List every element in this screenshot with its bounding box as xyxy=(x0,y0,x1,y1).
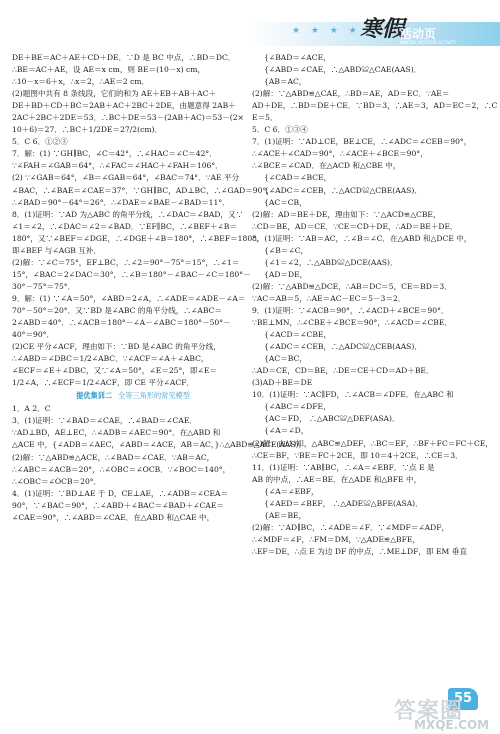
watermark-url: MXQE.COM xyxy=(414,718,490,732)
text-line: 15°，∠BAC＝2∠DAC＝30°，∴∠B＝180°－∠BAC－∠C＝180°－ xyxy=(12,269,251,279)
text-line: ∴∠ACE＋∠CAD＝90°，∴∠ACE＋∠BCE＝90°， xyxy=(252,149,428,159)
text-line: {∠ADC＝∠CEB，∴△ACD≌△CBE(AAS)． xyxy=(264,185,422,195)
text-line: ∠1＝∠2，∴∠DAC＝∠2＝∠BAD．∵EF∥BC，∴∠BEF＋∠B＝ xyxy=(12,221,237,231)
text-line: (2) ∵∠GAB＝64°，∠B＝∠GAB＝64°，∠BAC＝74°．∵AE 平分 xyxy=(12,173,240,183)
text-line: ∵AC＝AB＝5，∴AE＝AC－EC＝5－3＝2． xyxy=(252,293,406,303)
text-line: {∠CAD＝∠BCE， xyxy=(264,173,332,183)
text-line: ∴∠BAD＝90°－64°＝26°．∴∠DAE＝∠BAE－∠BAD＝11°． xyxy=(12,197,230,207)
text-line: ∵BE⊥MN，∴∠CBE＋∠BCE＝90°，∴∠ACD＝∠CBE． xyxy=(252,318,452,328)
text-line: (2)解：∵△ABD≌△DCE，∴AB＝DC＝5，CE＝BD＝3． xyxy=(252,281,452,291)
text-line: ∴AD＝CE，CD＝BE，∴DE＝CE＋CD＝AD＋BE． xyxy=(252,366,434,376)
text-line: (2)解：AD＝BE＋DE，理由如下：∵△ACD≌△CBE， xyxy=(252,209,441,219)
watermark xyxy=(384,694,500,734)
text-line: {∠ABC＝∠DFE， xyxy=(264,402,331,412)
text-line: 11．(1)证明：∵AB∥BC，∴∠A＝∠EBF．∵点 E 是 xyxy=(252,462,435,472)
text-line: {∠B＝∠C， xyxy=(264,245,309,255)
text-line: {∠ACD＝∠CBE， xyxy=(264,330,332,340)
header-english: WINTER VACATION ACTIVITY xyxy=(400,40,457,45)
header-stars: ★ ★ ★ ★ xyxy=(292,26,361,36)
text-line: 7．(1)证明：∵AD⊥CE，BE⊥CE，∴∠ADC＝∠CEB＝90°， xyxy=(252,137,472,147)
text-line: DE＋BE＝AC＋AE＋CD＋DE．∵D 是 BC 中点，∴BD＝DC． xyxy=(12,53,236,62)
text-line: DE＋BD＋CD＋BC＝2AB＋AC＋2BC＋2DE，由题意得 2AB＋ xyxy=(12,101,236,111)
text-line: (2)CE 平分∠ACF，理由如下：∵BD 是∠ABC 的角平分线， xyxy=(12,342,221,352)
text-line: 8．(1)证明：∵AB＝AC，∴∠B＝∠C．在△ABD 和△DCE 中， xyxy=(252,233,472,243)
text-line: (2)题图中共有 8 条线段，它们的和为 AE＋EB＋AB＋AC＋ xyxy=(12,89,217,99)
text-line: 3．(1)证明：∵∠BAD＝∠CAE，∴∠BAD＝∠CAE． xyxy=(12,416,197,426)
text-line: {∠A＝∠D， xyxy=(264,426,309,436)
text-line: ∵AD⊥BD，AE⊥EC，∴∠ADB＝∠AEC＝90°．在△ABD 和 xyxy=(12,428,221,438)
text-line: 10．(1)证明：∵AC∥FD，∴∠ACB＝∠DFE．在△ABC 和 xyxy=(252,390,454,400)
section-heading xyxy=(12,389,248,403)
text-line: {AC＝FD， ∴△ABC≌△DEF(ASA)． xyxy=(264,414,400,424)
text-line: ∴∠ABD＝∠DBC＝1/2∠ABC．∵∠ACF＝∠A＋∠ABC， xyxy=(12,354,209,364)
text-line: ∴BE＝AC＋AE，设 AE＝x cm，则 BE＝(10－x) cm， xyxy=(12,65,206,75)
text-line: {∠ADC＝∠CEB，∴△ADC≌△CEB(AAS)． xyxy=(264,342,422,352)
text-line: 9．(1)证明：∵∠ACB＝90°，∴∠ACD＋∠BCE＝90°． xyxy=(252,305,449,315)
text-line: ∴∠MDF＝∠F，∴FM＝DM，∵△ADE≌△BFE， xyxy=(252,534,421,544)
right-column xyxy=(252,52,498,558)
page-number: 55 xyxy=(448,688,478,710)
text-line: {∠ABD＝∠CAE，∴△ABD≌△CAE(AAS)． xyxy=(264,65,422,75)
text-line: ∠BAC，∴∠BAE＝∠CAE＝37°．∵GH∥BC，AD⊥BC，∴∠GAD＝90°， xyxy=(12,185,274,195)
text-line: ∴10－x＝6＋x，∴x＝2，∴AE＝2 cm． xyxy=(12,77,150,87)
text-line: ∴∠OBC＝∠OCB＝20°． xyxy=(12,476,102,486)
text-line: E＝5． xyxy=(252,113,278,123)
header-subtitle: 活动页 xyxy=(400,27,437,41)
text-line: {AE＝BE， xyxy=(264,510,307,520)
text-line: {AC＝BC， xyxy=(264,354,307,364)
text-line: ∴CD＝BE，AD＝CE．∵CE＝CD＋DE，∴AD＝BE＋DE． xyxy=(252,221,458,231)
text-line: △ACE 中，{∠ADB＝∠AEC，∠ABD＝∠ACE，AB＝AC，}∴△ABD≌△ACE(AAS)． xyxy=(12,440,307,450)
text-line: (3)AD＋BE＝DE xyxy=(252,378,313,388)
text-line: ∴CE＝BF，∵BE＝FC＋2CE，即 10＝4＋2CE，∴CE＝3． xyxy=(252,450,463,460)
text-line: 9．解：(1) ∵∠A＝50°，∠ABD＝2∠A，∴∠ADE＝∠ADE－∠A＝ xyxy=(12,293,246,303)
text-line: 7．解：(1) ∵GH∥BC，∠C＝42°，∴∠HAC＝∠C＝42°． xyxy=(12,149,217,159)
text-line: (2)解：∵△ABD≌△ACE，∴∠BAD＝∠CAE．∵AB＝AC， xyxy=(12,452,215,462)
text-line: ∴∠BCE＝∠CAD．在△ACD 和△CBE 中， xyxy=(252,161,401,171)
header-logo: 寒假 xyxy=(360,16,405,42)
text-line: (2)解：由(1)知，△ABC≌△DEF，∴BC＝EF，∴BF＋FC＝FC＋CE， xyxy=(252,438,493,448)
text-line: ∴EF＝DE，∴点 E 为边 DF 的中点，∴ME⊥DF，即 EM 垂直 xyxy=(252,546,467,556)
text-line: {∠AED＝∠BEF， ∴△ADE≌△BFE(ASA)． xyxy=(264,498,423,508)
text-line: (2)解：∵△ABD≌△CAE，∴BD＝AE，AD＝EC．∵AE＝ xyxy=(252,89,450,99)
text-line: 1/2∠A，∴∠ECF＝1/2∠ACF，即 CE 平分∠ACF． xyxy=(12,378,195,388)
text-line: ∠CAE＝90°，∴∠ABD＝∠CAE．在△ABD 和△CAE 中， xyxy=(12,512,215,522)
text-line: 40°＝90°． xyxy=(12,330,55,340)
text-line: ∠ECF＝∠E＋∠DBC，又∵∠A＝50°，∠E＝25°，即∠E＝ xyxy=(12,366,217,376)
text-line: AD＋DE，∴BD＝DE＋CE．∵BD＝3，∴AE＝3，AD＝EC＝2，∴C xyxy=(252,101,498,111)
text-line: {AC＝CB， xyxy=(264,197,307,207)
text-line: 90°，∵∠BAC＝90°，∴∠ABD＋∠BAC＝∠BAD＋∠CAE＝ xyxy=(12,500,224,510)
text-line: {∠BAD＝∠ACE， xyxy=(264,53,331,62)
text-line: 4．(1)证明：∵BD⊥AE 于 D，CE⊥AE，∴∠ADB＝∠CEA＝ xyxy=(12,488,229,498)
text-line: 2∠ABD＝40°．∴∠ACB＝180°－∠A－∠ABC＝180°－50°－ xyxy=(12,318,231,328)
text-line: {∠1＝∠2，∴△ABD≌△DCE(AAS)． xyxy=(264,257,398,267)
text-line: 8．(1)证明：∵AD 为△ABC 的角平分线，∴∠DAC＝∠BAD，又∵ xyxy=(12,209,244,219)
section-title: 提优集训二 xyxy=(76,391,113,401)
text-line: 1．A 2．C xyxy=(12,404,51,414)
text-line: 2AC＋2BC＋2DE＝53．∴BC＋DE＝53－(2AB＋AC)＝53－(2× xyxy=(12,113,244,123)
text-line: {∠A＝∠EBF， xyxy=(264,486,319,496)
page-header xyxy=(0,0,500,50)
watermark-text: 答案圈 xyxy=(394,699,464,724)
text-line: 30°－75°＝75°． xyxy=(12,281,76,291)
text-line: 5．C 6．①③④ xyxy=(252,125,308,135)
text-line: 70°－50°＝20°．又∵BD 是∠ABC 的角平分线，∴∠ABC＝ xyxy=(12,305,222,315)
section-subtitle: 全等三角形的常见模型 xyxy=(118,391,190,401)
text-line: {AB＝AC， xyxy=(264,77,307,87)
text-line: ∵∠FAH＝∠GAB＝64°，∴∠FAC＝∠HAC＋∠FAH＝106°． xyxy=(12,161,223,171)
text-line: (2)解：∵AD∥BC，∴∠ADE＝∠F．∵∠MDF＝∠ADF， xyxy=(252,522,450,532)
text-line: ∴∠ABC＝∠ACB＝20°，∴∠OBC＝∠OCB．∵∠BOC＝140°， xyxy=(12,464,231,474)
text-line: (2)解：∵∠C＝75°，EF⊥BC，∴∠2＝90°－75°＝15°，∴∠1＝ xyxy=(12,257,240,267)
text-line: 10＋6)＝27．∴BC＋1/2DE＝27/2(cm)． xyxy=(12,125,163,135)
text-line: 5．C 6．①②③ xyxy=(12,137,68,147)
text-line: 180°，又∵∠BEF＝∠DGE，∴∠DGE＋∠B＝180°，∴∠BEF＝180°， xyxy=(12,233,264,243)
text-line: 即∠BEF 与∠AGB 互补． xyxy=(12,245,102,255)
text-line: {AD＝DE， xyxy=(264,269,308,279)
text-line: AB 的中点，∴AE＝BE．在△ADE 和△BFE 中， xyxy=(252,474,422,484)
